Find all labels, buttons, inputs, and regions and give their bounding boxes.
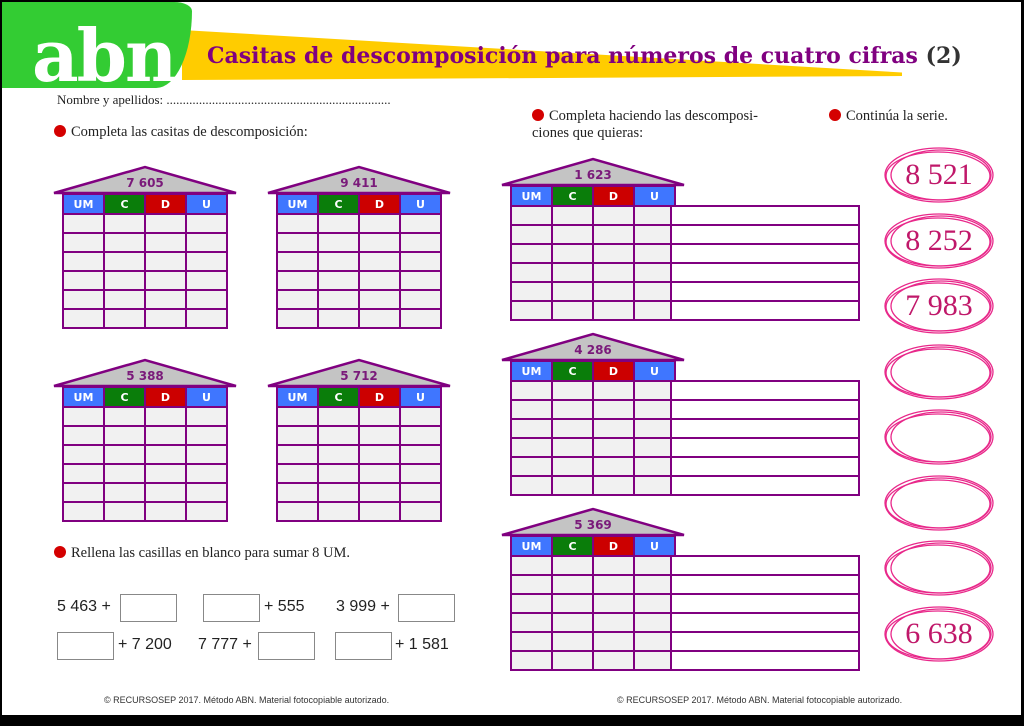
house-cell[interactable] xyxy=(278,291,317,308)
house-cell[interactable] xyxy=(360,272,399,289)
house-cell[interactable] xyxy=(146,310,185,327)
house-cell[interactable] xyxy=(278,503,317,520)
name-field[interactable]: Nombre y apellidos: ..................................................................... xyxy=(57,92,391,107)
house-cell[interactable] xyxy=(401,310,440,327)
decomposition-line[interactable] xyxy=(672,576,858,593)
instruction-text: Completa las casitas de descomposición: xyxy=(71,124,308,140)
series-number-oval xyxy=(883,145,995,205)
decomposition-line[interactable] xyxy=(672,226,858,243)
series-value xyxy=(883,342,995,402)
house-cell[interactable] xyxy=(187,310,226,327)
house-cell[interactable] xyxy=(187,234,226,251)
house-cell[interactable] xyxy=(512,614,551,631)
house-cell[interactable] xyxy=(594,576,633,593)
house-cell[interactable] xyxy=(64,408,103,425)
house-cell[interactable] xyxy=(594,595,633,612)
house-cell[interactable] xyxy=(553,458,592,475)
house-grid xyxy=(276,193,442,329)
house-cell[interactable] xyxy=(635,595,674,612)
house-cell[interactable] xyxy=(512,477,551,494)
house-cell[interactable] xyxy=(319,215,358,232)
house-cell[interactable] xyxy=(553,264,592,281)
instruction-text: Continúa la serie. xyxy=(846,108,948,124)
house-cell[interactable] xyxy=(105,234,144,251)
house-cell[interactable] xyxy=(319,253,358,270)
house-cell[interactable] xyxy=(278,427,317,444)
column-header-c: C xyxy=(553,187,592,205)
house-grid xyxy=(62,386,228,522)
house-cell[interactable] xyxy=(594,302,633,319)
page-title xyxy=(207,43,962,69)
house-cell[interactable] xyxy=(635,652,674,669)
house-cell[interactable] xyxy=(105,310,144,327)
house-cell[interactable] xyxy=(635,439,674,456)
column-header-um: UM xyxy=(278,388,317,406)
house-cell[interactable] xyxy=(360,215,399,232)
house-cell[interactable] xyxy=(146,253,185,270)
house-cell[interactable] xyxy=(64,484,103,501)
house-cell[interactable] xyxy=(512,245,551,262)
column-header-c: C xyxy=(553,537,592,555)
house-cell[interactable] xyxy=(512,283,551,300)
house-cell[interactable] xyxy=(187,465,226,482)
house-cell[interactable] xyxy=(278,446,317,463)
bullet-icon xyxy=(54,125,66,137)
answer-box[interactable] xyxy=(335,632,392,660)
house-cell[interactable] xyxy=(146,446,185,463)
house-cell[interactable] xyxy=(594,652,633,669)
house-grid xyxy=(62,193,228,329)
house-number: 4 286 xyxy=(574,343,612,357)
house-cell[interactable] xyxy=(553,477,592,494)
decomposition-lines xyxy=(670,205,860,321)
instruction-text: Rellena las casillas en blanco para sumar 8 UM. xyxy=(71,545,351,561)
house-cell[interactable] xyxy=(319,291,358,308)
house-cell[interactable] xyxy=(360,484,399,501)
house-cell[interactable] xyxy=(512,557,551,574)
column-header-c: C xyxy=(553,362,592,380)
house-cell[interactable] xyxy=(105,215,144,232)
house-cell[interactable] xyxy=(512,439,551,456)
house-cell[interactable] xyxy=(64,446,103,463)
house-cell[interactable] xyxy=(401,291,440,308)
column-header-c: C xyxy=(105,388,144,406)
house-cell[interactable] xyxy=(635,207,674,224)
house-cell[interactable] xyxy=(553,226,592,243)
house-cell[interactable] xyxy=(105,446,144,463)
house-cell[interactable] xyxy=(278,253,317,270)
decomposition-line[interactable] xyxy=(672,477,858,494)
house-number: 5 712 xyxy=(340,369,378,383)
column-header-um: UM xyxy=(278,195,317,213)
house-cell[interactable] xyxy=(360,253,399,270)
house-cell[interactable] xyxy=(512,420,551,437)
house-cell[interactable] xyxy=(635,302,674,319)
instruction-fill-blanks xyxy=(54,545,350,562)
instruction-continue-series xyxy=(829,108,948,125)
house-cell[interactable] xyxy=(512,633,551,650)
instruction-text: Completa haciendo las descomposi- xyxy=(549,108,758,124)
column-header-u: U xyxy=(401,388,440,406)
house-cell[interactable] xyxy=(319,446,358,463)
house-cell[interactable] xyxy=(401,215,440,232)
page-title-text: Casitas de descomposición para números de cuatro cifras xyxy=(207,43,918,69)
column-header-d: D xyxy=(594,187,633,205)
house-cell[interactable] xyxy=(553,439,592,456)
house-cell[interactable] xyxy=(187,272,226,289)
decomposition-line[interactable] xyxy=(672,439,858,456)
house-cell[interactable] xyxy=(594,401,633,418)
decomposition-line[interactable] xyxy=(672,245,858,262)
series-blank-oval[interactable] xyxy=(883,407,995,467)
house-number: 9 411 xyxy=(340,176,378,190)
house-cell[interactable] xyxy=(319,427,358,444)
column-header-u: U xyxy=(635,362,674,380)
column-header-d: D xyxy=(146,388,185,406)
house-cell[interactable] xyxy=(187,427,226,444)
house-cell[interactable] xyxy=(635,633,674,650)
house-cell[interactable] xyxy=(594,420,633,437)
house-cell[interactable] xyxy=(278,484,317,501)
house-cell[interactable] xyxy=(187,484,226,501)
house-cell[interactable] xyxy=(360,291,399,308)
column-header-u: U xyxy=(187,195,226,213)
house-cell[interactable] xyxy=(553,633,592,650)
house-cell[interactable] xyxy=(553,595,592,612)
series-blank-oval[interactable] xyxy=(883,342,995,402)
house-cell[interactable] xyxy=(278,272,317,289)
column-header-u: U xyxy=(635,537,674,555)
house-cell[interactable] xyxy=(360,310,399,327)
house-cell[interactable] xyxy=(401,234,440,251)
decomposition-line[interactable] xyxy=(672,557,858,574)
decomposition-line[interactable] xyxy=(672,614,858,631)
series-number-oval xyxy=(883,604,995,664)
house-cell[interactable] xyxy=(146,503,185,520)
house-cell[interactable] xyxy=(105,408,144,425)
decomposition-line[interactable] xyxy=(672,633,858,650)
house-number: 1 623 xyxy=(574,168,612,182)
house-cell[interactable] xyxy=(512,458,551,475)
house-cell[interactable] xyxy=(278,234,317,251)
house-cell[interactable] xyxy=(553,420,592,437)
house-cell[interactable] xyxy=(512,382,551,399)
house-cell[interactable] xyxy=(278,215,317,232)
series-value: 7 983 xyxy=(905,289,973,322)
house-cell[interactable] xyxy=(594,207,633,224)
house-cell[interactable] xyxy=(553,652,592,669)
house-cell[interactable] xyxy=(553,245,592,262)
house-cell[interactable] xyxy=(594,283,633,300)
house-cell[interactable] xyxy=(635,245,674,262)
column-header-u: U xyxy=(401,195,440,213)
column-header-d: D xyxy=(360,388,399,406)
house-cell[interactable] xyxy=(594,614,633,631)
series-value xyxy=(883,407,995,467)
house-cell[interactable] xyxy=(635,401,674,418)
house-number: 5 388 xyxy=(126,369,164,383)
decomposition-line[interactable] xyxy=(672,420,858,437)
house-cell[interactable] xyxy=(319,234,358,251)
answer-box[interactable] xyxy=(258,632,315,660)
decomposition-line[interactable] xyxy=(672,458,858,475)
house-cell[interactable] xyxy=(187,215,226,232)
house-cell[interactable] xyxy=(105,503,144,520)
sum-addend-prefix: 3 999 + xyxy=(336,598,390,615)
house-cell[interactable] xyxy=(594,439,633,456)
series-value xyxy=(883,473,995,533)
house-cell[interactable] xyxy=(594,264,633,281)
house-cell[interactable] xyxy=(146,465,185,482)
house-cell[interactable] xyxy=(635,614,674,631)
house-cell[interactable] xyxy=(64,253,103,270)
house-cell[interactable] xyxy=(187,503,226,520)
house-cell[interactable] xyxy=(635,382,674,399)
footer-copyright-right: © RECURSOSEP 2017. Método ABN. Material fotocopiable autorizado. xyxy=(617,695,903,705)
house-cell[interactable] xyxy=(360,465,399,482)
house-cell[interactable] xyxy=(401,503,440,520)
house-cell[interactable] xyxy=(401,427,440,444)
house-cell[interactable] xyxy=(512,576,551,593)
decomposition-line[interactable] xyxy=(672,595,858,612)
house-cell[interactable] xyxy=(553,283,592,300)
house-cell[interactable] xyxy=(105,465,144,482)
house-cell[interactable] xyxy=(635,420,674,437)
house-grid xyxy=(510,185,676,321)
answer-box[interactable] xyxy=(57,632,114,660)
house-cell[interactable] xyxy=(360,408,399,425)
house-cell[interactable] xyxy=(105,272,144,289)
house-cell[interactable] xyxy=(146,291,185,308)
series-number-oval xyxy=(883,276,995,336)
house-grid xyxy=(276,386,442,522)
house-cell[interactable] xyxy=(401,272,440,289)
series-blank-oval[interactable] xyxy=(883,473,995,533)
series-number-oval xyxy=(883,211,995,271)
house-cell[interactable] xyxy=(319,310,358,327)
house-grid xyxy=(510,535,676,671)
house-cell[interactable] xyxy=(146,234,185,251)
house-cell[interactable] xyxy=(146,215,185,232)
house-cell[interactable] xyxy=(594,633,633,650)
column-header-c: C xyxy=(319,195,358,213)
house-cell[interactable] xyxy=(278,465,317,482)
sum-addend-suffix: + 555 xyxy=(264,598,305,615)
house-cell[interactable] xyxy=(319,408,358,425)
house-cell[interactable] xyxy=(635,226,674,243)
house-cell[interactable] xyxy=(553,576,592,593)
house-cell[interactable] xyxy=(553,207,592,224)
decomposition-line[interactable] xyxy=(672,264,858,281)
house-cell[interactable] xyxy=(64,310,103,327)
house-cell[interactable] xyxy=(187,253,226,270)
column-header-d: D xyxy=(146,195,185,213)
house-cell[interactable] xyxy=(187,408,226,425)
series-value xyxy=(883,538,995,598)
house-cell[interactable] xyxy=(360,503,399,520)
house-cell[interactable] xyxy=(553,557,592,574)
house-cell[interactable] xyxy=(512,401,551,418)
house-cell[interactable] xyxy=(64,465,103,482)
house-cell[interactable] xyxy=(594,458,633,475)
column-header-d: D xyxy=(594,537,633,555)
column-header-um: UM xyxy=(64,195,103,213)
house-cell[interactable] xyxy=(105,427,144,444)
house-cell[interactable] xyxy=(360,427,399,444)
house-cell[interactable] xyxy=(594,245,633,262)
house-cell[interactable] xyxy=(278,408,317,425)
column-header-c: C xyxy=(105,195,144,213)
decomposition-line[interactable] xyxy=(672,382,858,399)
house-cell[interactable] xyxy=(635,458,674,475)
house-cell[interactable] xyxy=(319,503,358,520)
instruction-complete-decomp xyxy=(532,108,814,142)
house-cell[interactable] xyxy=(401,484,440,501)
sum-addend-prefix: 5 463 + xyxy=(57,598,111,615)
house-cell[interactable] xyxy=(105,484,144,501)
house-cell[interactable] xyxy=(401,446,440,463)
house-cell[interactable] xyxy=(553,401,592,418)
decomposition-lines xyxy=(670,555,860,671)
worksheet-page xyxy=(2,2,1021,715)
house-cell[interactable] xyxy=(512,207,551,224)
house-number: 7 605 xyxy=(126,176,164,190)
instruction-text-2: ciones que quieras: xyxy=(532,125,644,141)
house-cell[interactable] xyxy=(401,253,440,270)
house-cell[interactable] xyxy=(360,234,399,251)
house-number: 5 369 xyxy=(574,518,612,532)
sum-addend-suffix: + 7 200 xyxy=(118,636,172,653)
house-cell[interactable] xyxy=(594,557,633,574)
house-cell[interactable] xyxy=(278,310,317,327)
series-value: 8 252 xyxy=(905,223,973,257)
house-cell[interactable] xyxy=(187,446,226,463)
sum-addend-suffix: + 1 581 xyxy=(395,636,449,653)
house-cell[interactable] xyxy=(64,234,103,251)
house-cell[interactable] xyxy=(401,408,440,425)
decomposition-line[interactable] xyxy=(672,652,858,669)
column-header-u: U xyxy=(187,388,226,406)
series-value: 6 638 xyxy=(905,616,973,650)
series-value: 8 521 xyxy=(905,158,973,191)
house-cell[interactable] xyxy=(635,264,674,281)
answer-box[interactable] xyxy=(203,594,260,622)
house-cell[interactable] xyxy=(319,272,358,289)
decomposition-line[interactable] xyxy=(672,283,858,300)
house-cell[interactable] xyxy=(187,291,226,308)
house-cell[interactable] xyxy=(319,484,358,501)
house-cell[interactable] xyxy=(64,291,103,308)
decomposition-line[interactable] xyxy=(672,302,858,319)
decomposition-line[interactable] xyxy=(672,401,858,418)
house-cell[interactable] xyxy=(64,427,103,444)
answer-box[interactable] xyxy=(398,594,455,622)
house-cell[interactable] xyxy=(105,291,144,308)
abn-logo: abn xyxy=(32,13,176,98)
bullet-icon xyxy=(829,109,841,121)
house-cell[interactable] xyxy=(594,382,633,399)
house-cell[interactable] xyxy=(146,484,185,501)
page-title-number: (2) xyxy=(925,43,962,69)
house-cell[interactable] xyxy=(64,272,103,289)
house-cell[interactable] xyxy=(635,576,674,593)
series-blank-oval[interactable] xyxy=(883,538,995,598)
decomposition-line[interactable] xyxy=(672,207,858,224)
sum-addend-prefix: 7 777 + xyxy=(198,636,252,653)
house-cell[interactable] xyxy=(635,557,674,574)
house-cell[interactable] xyxy=(401,465,440,482)
decomposition-lines xyxy=(670,380,860,496)
house-cell[interactable] xyxy=(319,465,358,482)
answer-box[interactable] xyxy=(120,594,177,622)
footer-copyright-left: © RECURSOSEP 2017. Método ABN. Material fotocopiable autorizado. xyxy=(104,695,390,705)
house-cell[interactable] xyxy=(553,302,592,319)
column-header-um: UM xyxy=(512,362,551,380)
house-cell[interactable] xyxy=(105,253,144,270)
house-cell[interactable] xyxy=(64,215,103,232)
column-header-um: UM xyxy=(512,187,551,205)
column-header-um: UM xyxy=(512,537,551,555)
house-cell[interactable] xyxy=(146,427,185,444)
house-grid xyxy=(510,360,676,496)
instruction-complete-houses xyxy=(54,124,308,141)
house-cell[interactable] xyxy=(635,283,674,300)
house-cell[interactable] xyxy=(553,614,592,631)
house-cell[interactable] xyxy=(553,382,592,399)
house-cell[interactable] xyxy=(512,652,551,669)
house-cell[interactable] xyxy=(512,595,551,612)
house-cell[interactable] xyxy=(64,503,103,520)
bullet-icon xyxy=(54,546,66,558)
house-cell[interactable] xyxy=(512,264,551,281)
column-header-u: U xyxy=(635,187,674,205)
house-cell[interactable] xyxy=(594,226,633,243)
column-header-c: C xyxy=(319,388,358,406)
column-header-d: D xyxy=(360,195,399,213)
column-header-d: D xyxy=(594,362,633,380)
house-cell[interactable] xyxy=(146,408,185,425)
house-cell[interactable] xyxy=(594,477,633,494)
house-cell[interactable] xyxy=(360,446,399,463)
column-header-um: UM xyxy=(64,388,103,406)
house-cell[interactable] xyxy=(512,302,551,319)
bullet-icon xyxy=(532,109,544,121)
house-cell[interactable] xyxy=(512,226,551,243)
house-cell[interactable] xyxy=(635,477,674,494)
house-cell[interactable] xyxy=(146,272,185,289)
